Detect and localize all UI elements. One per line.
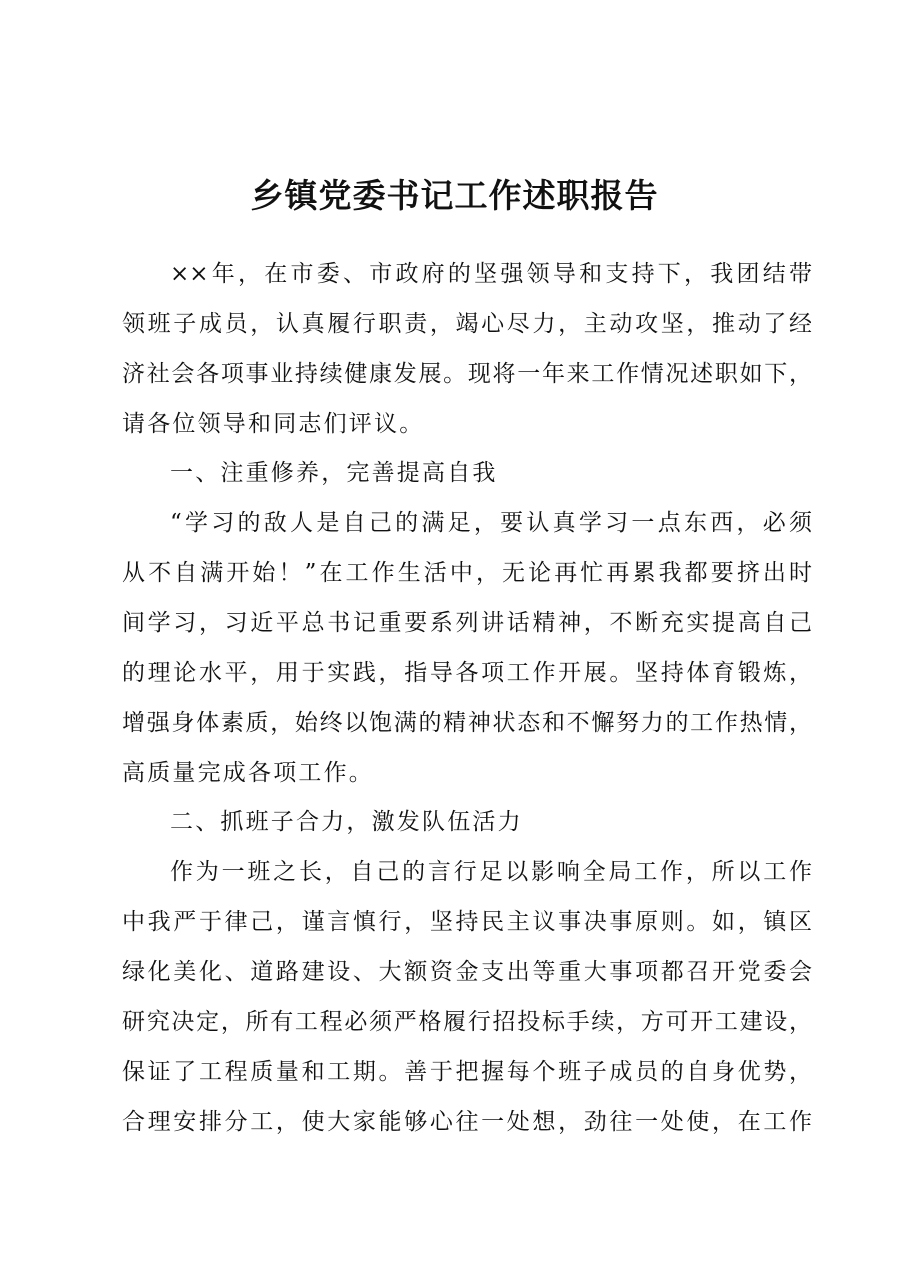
paragraph-line: 的理论水平，用于实践，指导各项工作开展。坚持体育锻炼， (122, 660, 812, 686)
section-heading: 二、抓班子合力，激发队伍活力 (170, 809, 523, 835)
paragraph-line: 合理安排分工，使大家能够心往一处想，劲往一处使，在工作 (122, 1109, 812, 1135)
paragraph-line: 保证了工程质量和工期。善于把握每个班子成员的自身优势， (122, 1059, 812, 1085)
paragraph-line: 领班子成员，认真履行职责，竭心尽力，主动攻坚，推动了经 (122, 311, 812, 337)
paragraph-line: 济社会各项事业持续健康发展。现将一年来工作情况述职如下， (122, 361, 812, 387)
document-title: 乡镇党委书记工作述职报告 (250, 176, 659, 215)
paragraph-line: 从不自满开始！”在工作生活中，无论再忙再累我都要挤出时 (122, 560, 812, 586)
paragraph-line: 间学习，习近平总书记重要系列讲话精神，不断充实提高自己 (122, 610, 812, 636)
paragraph-line: 绿化美化、道路建设、大额资金支出等重大事项都召开党委会 (122, 959, 812, 985)
paragraph-line: 高质量完成各项工作。 (122, 760, 374, 786)
paragraph-line: ××年，在市委、市政府的坚强领导和支持下，我团结带 (170, 261, 812, 287)
paragraph-line: 作为一班之长，自己的言行足以影响全局工作，所以工作 (170, 859, 812, 885)
paragraph-line: 请各位领导和同志们评议。 (122, 411, 425, 437)
paragraph-line: 研究决定，所有工程必须严格履行招投标手续，方可开工建设， (122, 1009, 812, 1035)
paragraph-line: 增强身体素质，始终以饱满的精神状态和不懈努力的工作热情， (122, 710, 812, 736)
paragraph-line: 中我严于律己，谨言慎行，坚持民主议事决事原则。如，镇区 (122, 909, 812, 935)
section-heading: 一、注重修养，完善提高自我 (170, 460, 498, 486)
paragraph-line: “学习的敌人是自己的满足，要认真学习一点东西，必须 (170, 510, 812, 536)
